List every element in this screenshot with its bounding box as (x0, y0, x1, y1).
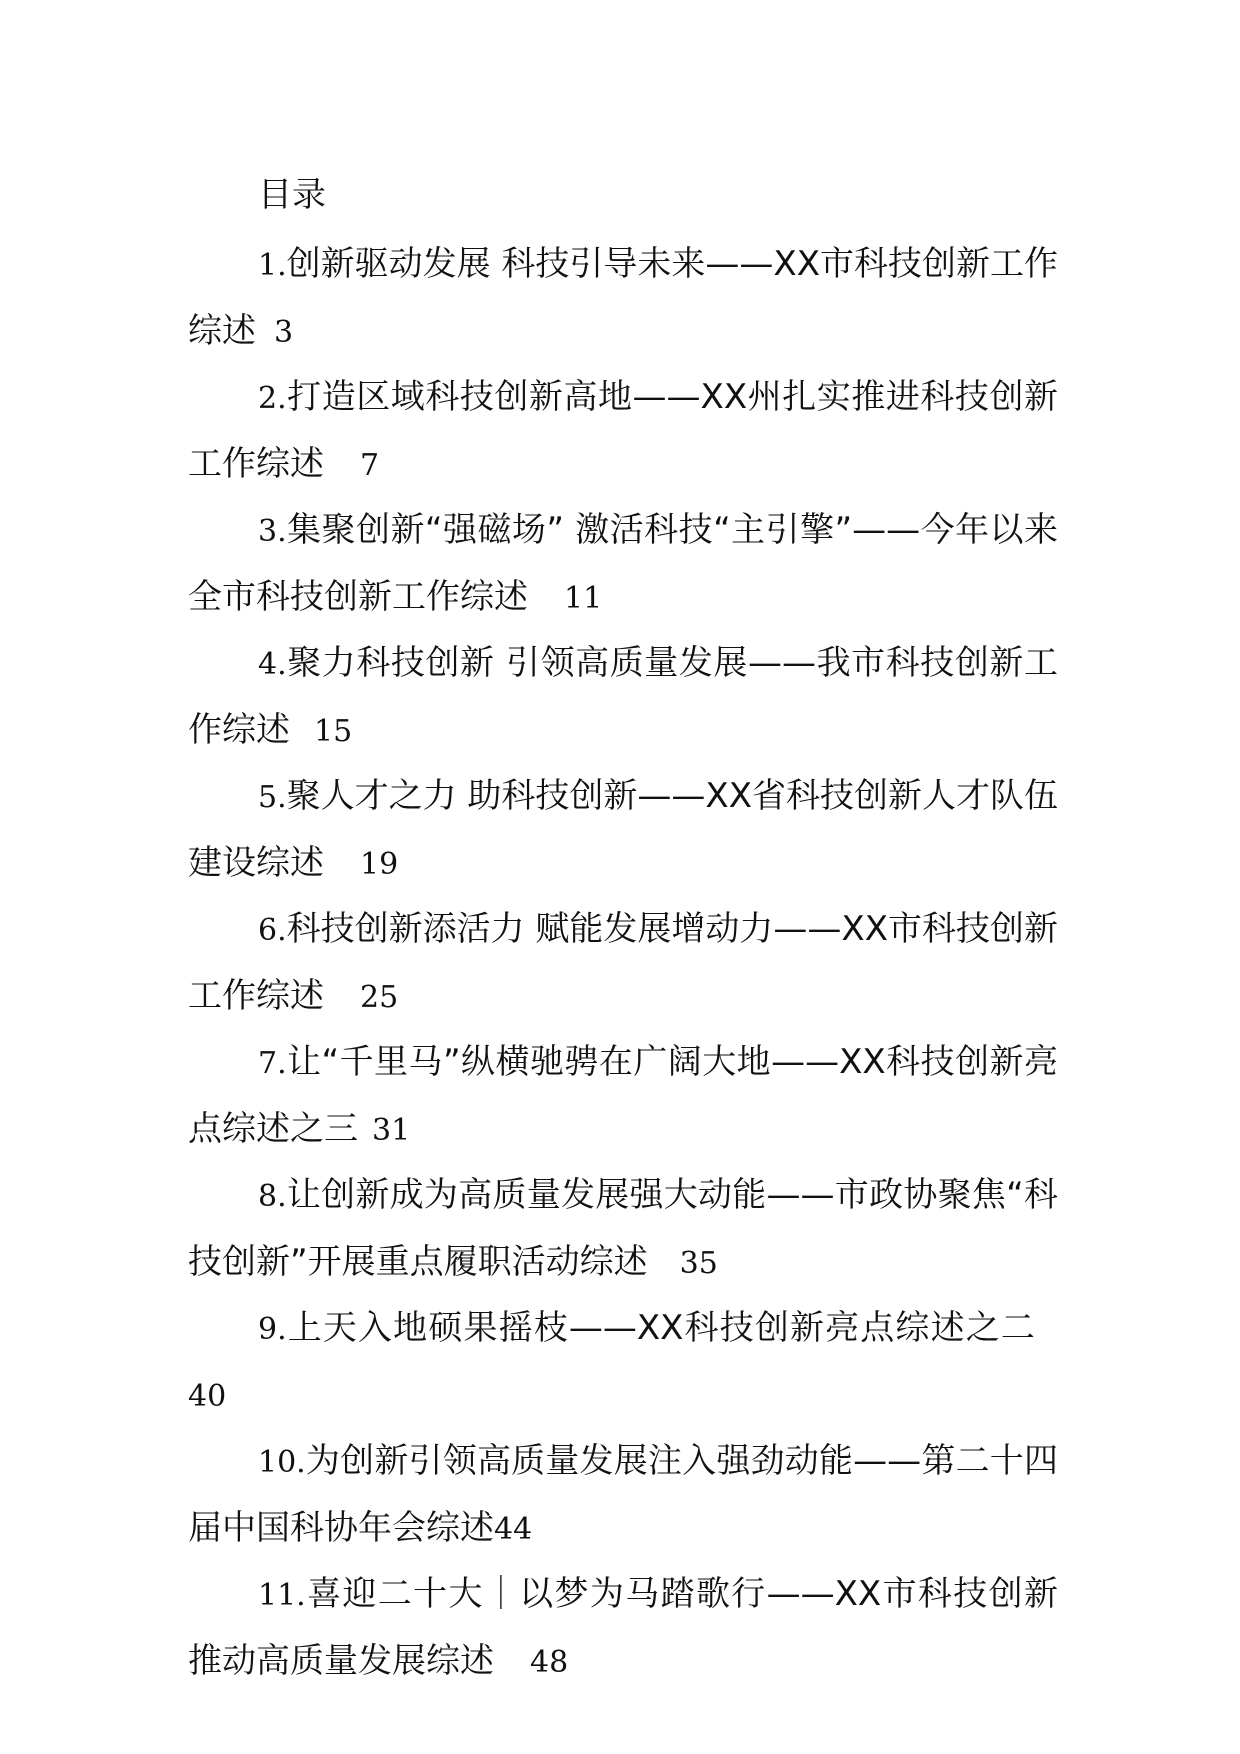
toc-entry-number: 9. (258, 1312, 287, 1347)
toc-entry-number: 1. (258, 248, 287, 283)
toc-entry-page: 15 (314, 713, 353, 749)
toc-entry-number: 4. (258, 647, 287, 682)
toc-entry-title: 为创新引领高质量发展注入强劲动能——第二十四届中国科协年会综述 (188, 1441, 1058, 1548)
toc-entry-number: 3. (258, 514, 287, 549)
toc-entry-title: 聚力科技创新 引领高质量发展——我市科技创新工作综述 (188, 643, 1058, 750)
toc-entry-page: 40 (188, 1378, 227, 1414)
toc-entry[interactable] (188, 232, 1058, 365)
toc-entry-title: 上天入地硕果摇枝——XX科技创新亮点综述之二 (286, 1308, 1036, 1348)
toc-entry-title: 创新驱动发展 科技引导未来——XX市科技创新工作综述 (188, 244, 1059, 351)
toc-entry-title: 喜迎二十大｜以梦为马踏歌行——XX市科技创新推动高质量发展综述 (188, 1574, 1058, 1681)
toc-entry[interactable] (188, 631, 1058, 764)
toc-entry-page: 19 (360, 846, 399, 882)
toc-entry[interactable] (188, 764, 1058, 897)
toc-entry-page: 48 (530, 1644, 569, 1680)
toc-entry[interactable] (188, 897, 1058, 1030)
toc-entry-page: 7 (360, 447, 380, 483)
toc-entry-number: 10. (258, 1445, 306, 1480)
toc-entry-page: 44 (494, 1511, 533, 1547)
toc-entry[interactable] (188, 1030, 1058, 1163)
toc-entry-title: 打造区域科技创新高地——XX州扎实推进科技创新工作综述 (188, 377, 1058, 484)
toc-entry-page: 3 (274, 314, 294, 350)
toc-title: 目录 (258, 175, 326, 215)
toc-entry[interactable] (188, 365, 1058, 498)
toc-entry[interactable] (188, 1562, 1058, 1695)
toc-entry-number: 8. (258, 1179, 287, 1214)
toc-entry-title: 科技创新添活力 赋能发展增动力——XX市科技创新工作综述 (188, 909, 1059, 1016)
toc-entry-number: 5. (258, 780, 287, 815)
toc-entry-number: 7. (258, 1046, 287, 1081)
toc-entry-title: 集聚创新“强磁场” 激活科技“主引擎”——今年以来全市科技创新工作综述 (188, 510, 1058, 617)
toc-entry-number: 11. (258, 1578, 306, 1613)
toc-entry-page: 25 (360, 979, 399, 1015)
toc-entry[interactable] (188, 1296, 1058, 1429)
toc-entry-number: 6. (258, 913, 287, 948)
toc-list (188, 232, 1058, 1695)
toc-entry[interactable] (188, 1163, 1058, 1296)
toc-entry-number: 2. (258, 381, 287, 416)
toc-entry-page: 11 (564, 580, 603, 616)
toc-entry-title: 让“千里马”纵横驰骋在广阔大地——XX科技创新亮点综述之三 (188, 1042, 1058, 1149)
toc-entry-title: 让创新成为高质量发展强大动能——市政协聚焦“科技创新”开展重点履职活动综述 (188, 1175, 1058, 1282)
toc-entry[interactable] (188, 1429, 1058, 1562)
toc-entry[interactable] (188, 498, 1058, 631)
toc-entry-page: 31 (372, 1112, 411, 1148)
toc-entry-title: 聚人才之力 助科技创新——XX省科技创新人才队伍建设综述 (188, 776, 1059, 883)
toc-entry-page: 35 (679, 1245, 718, 1281)
